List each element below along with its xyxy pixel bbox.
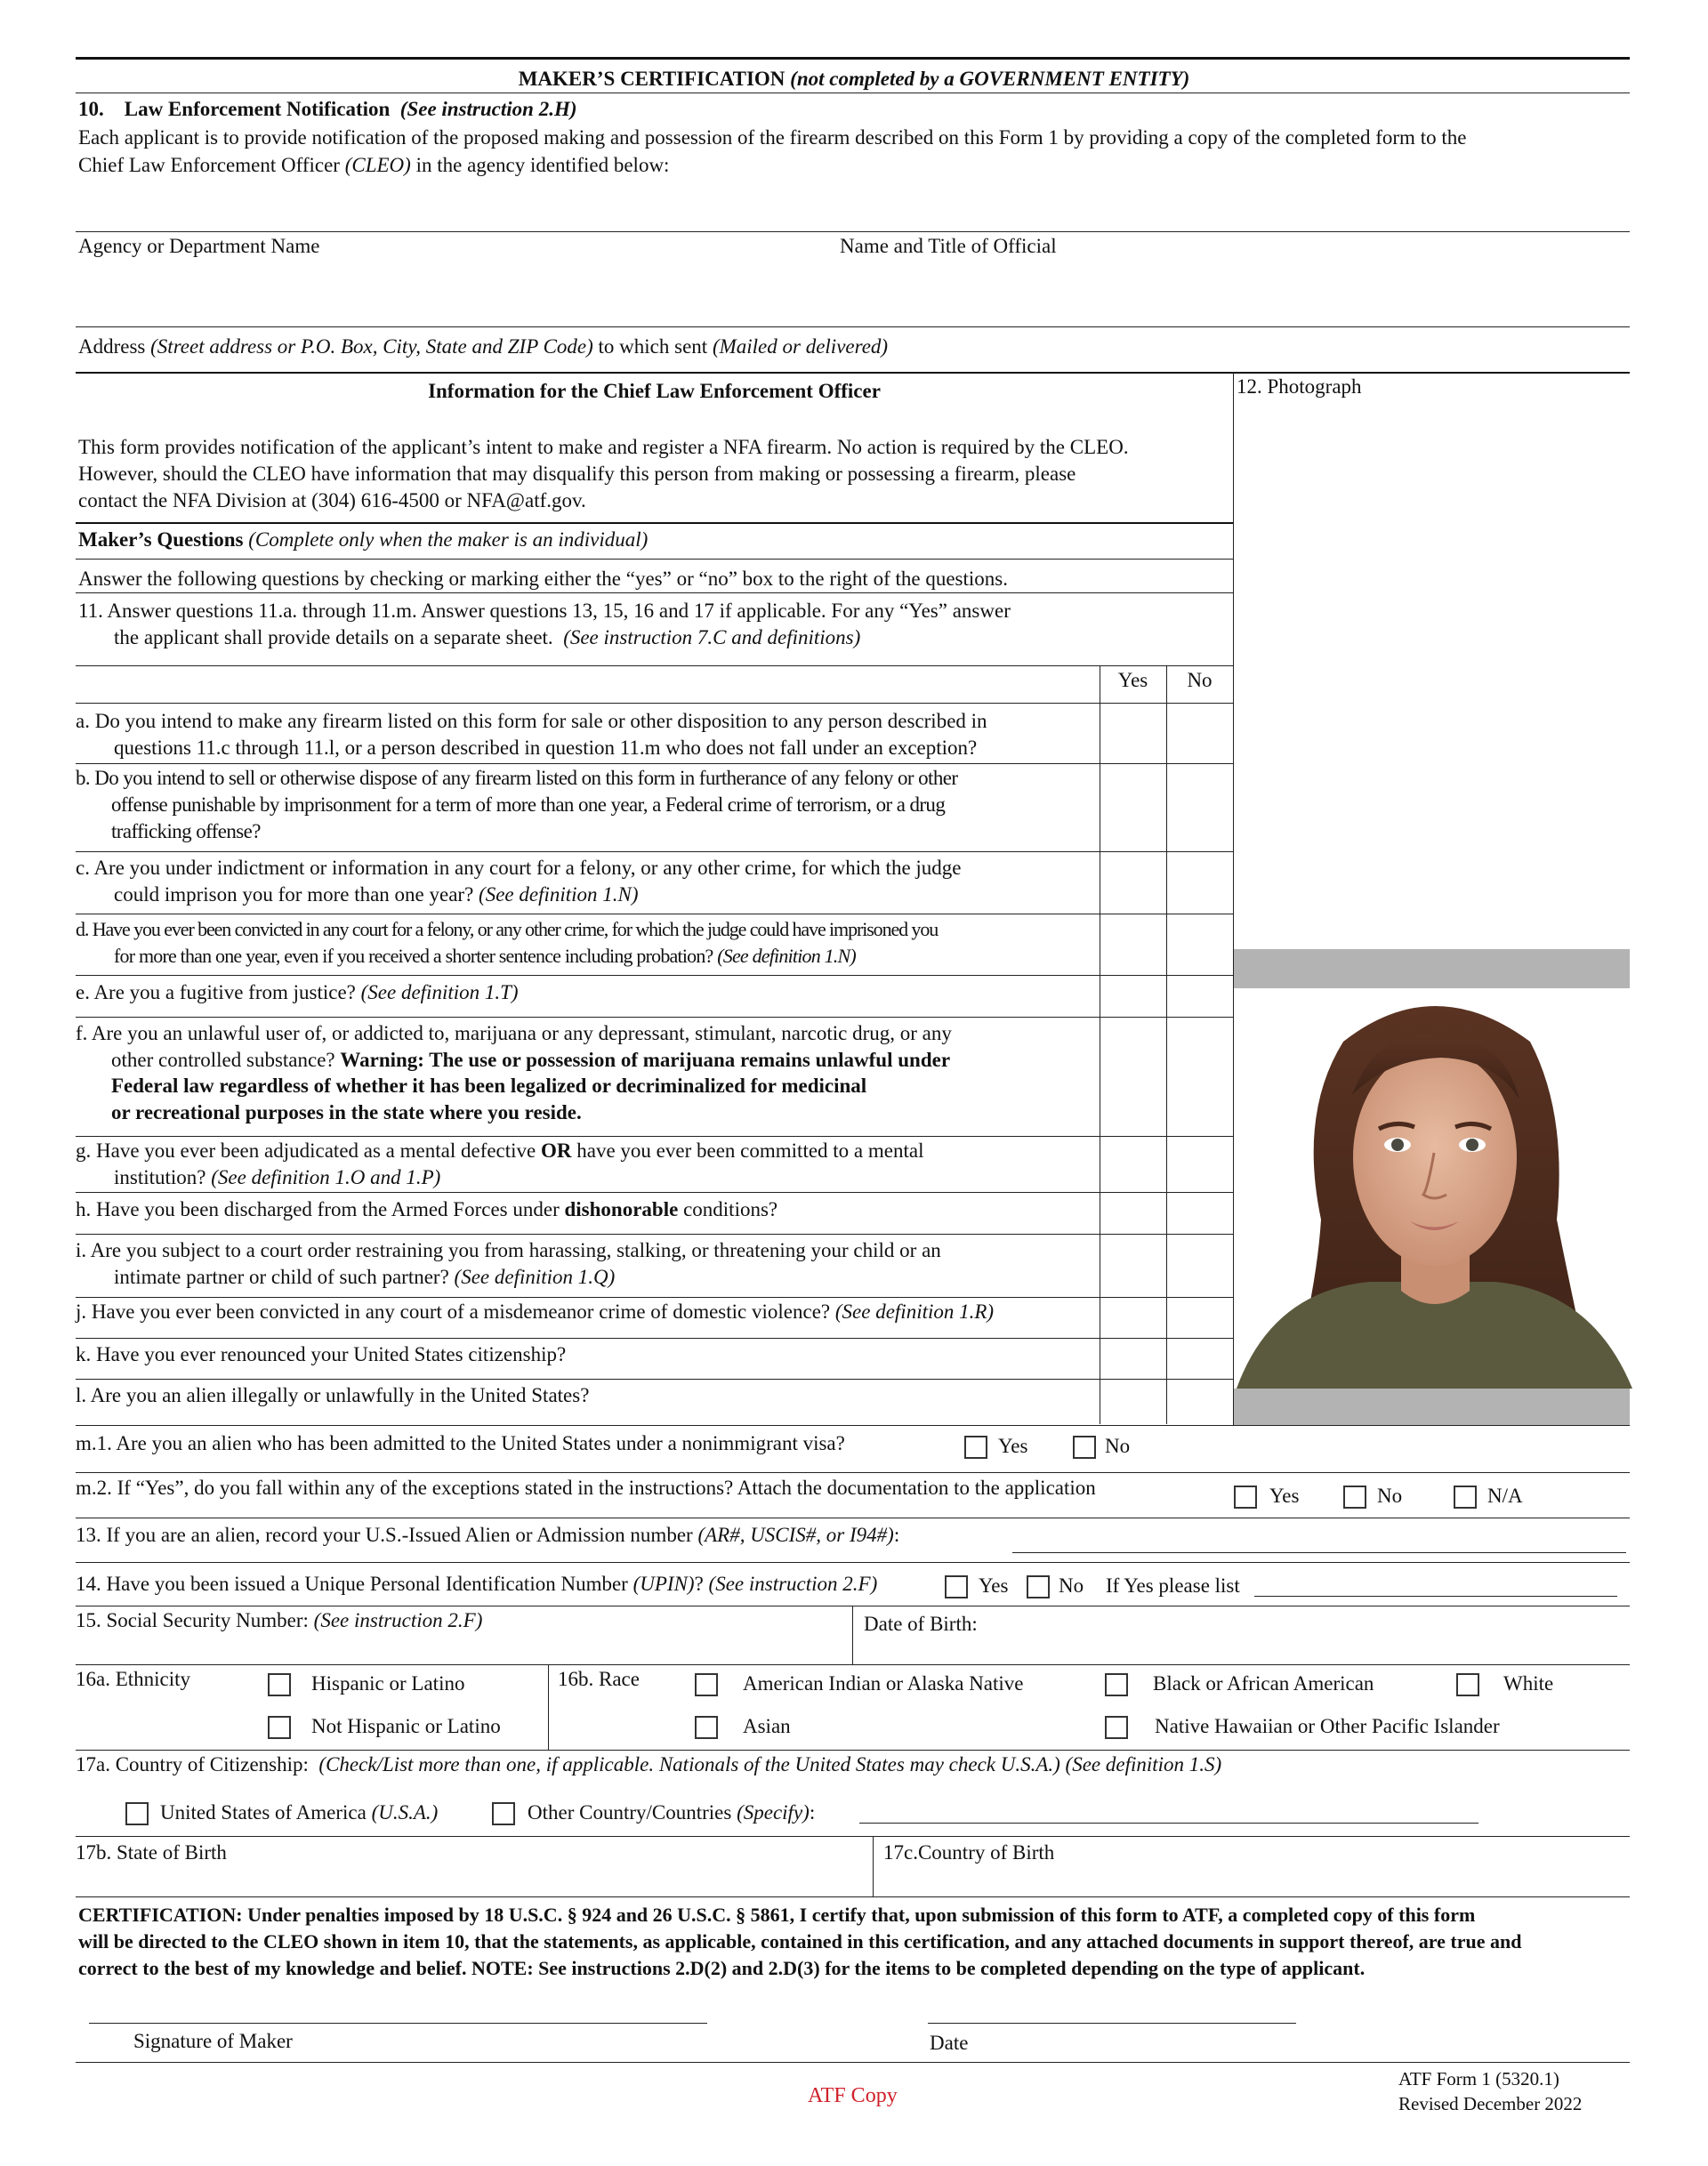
makers-questions-title: [78, 527, 648, 553]
makers-questions-note: (Complete only when the maker is an individual): [248, 528, 649, 551]
q11b-line3: trafficking offense?: [111, 820, 261, 842]
ethnicity-label: 16a. Ethnicity: [76, 1668, 191, 1690]
state-of-birth-label: 17b. State of Birth: [76, 1841, 227, 1864]
asian-checkbox[interactable]: [695, 1716, 718, 1739]
q11h-text: h. Have you been discharged from the Armed Forces under: [76, 1198, 560, 1220]
q11g-line2: [114, 1164, 440, 1191]
photo-gray-top: [1234, 949, 1630, 988]
q11m1-yes-label: Yes: [998, 1435, 1028, 1457]
q13-text: 13. If you are an alien, record your U.S.-Issued Alien or Admission number: [76, 1524, 693, 1546]
state-of-birth-field[interactable]: [76, 1866, 867, 1895]
date-label: Date: [930, 2032, 969, 2054]
q15-text: 15. Social Security Number:: [76, 1609, 309, 1631]
q11g-line1: [76, 1138, 923, 1164]
q14-no-checkbox[interactable]: [1027, 1575, 1050, 1598]
q11i-line2: [114, 1264, 615, 1291]
header-title: MAKER’S CERTIFICATION: [518, 68, 786, 90]
address-rule[interactable]: [76, 326, 1630, 327]
certification-line3: correct to the best of my knowledge and belief. NOTE: See instructions 2.D(2) and 2.D(3) for the items to be completed depending on the type of applicant.: [78, 1957, 1366, 1979]
q14-yes-label: Yes: [979, 1574, 1009, 1597]
other-country-input-line[interactable]: [859, 1823, 1478, 1824]
q17a-rule: [76, 1836, 1630, 1837]
black-label: Black or African American: [1153, 1672, 1374, 1695]
other-country-checkbox[interactable]: [492, 1802, 515, 1825]
q14-yes-checkbox[interactable]: [945, 1575, 968, 1598]
cleo-info-title: Information for the Chief Law Enforcement Officer: [428, 380, 881, 402]
form-id: ATF Form 1 (5320.1): [1398, 2068, 1559, 2090]
hawaiian-checkbox[interactable]: [1105, 1716, 1128, 1739]
q11f-line2a: other controlled substance?: [111, 1049, 335, 1071]
q14-qmark: ?: [694, 1573, 704, 1595]
q-rule-e: [76, 1017, 1233, 1018]
q11e: [76, 979, 519, 1006]
cleo-term: Chief Law Enforcement Officer: [78, 154, 340, 176]
q11m2-yes-label: Yes: [1269, 1485, 1300, 1507]
agency-label: Agency or Department Name: [78, 235, 320, 257]
q11f-line4: or recreational purposes in the state where you reside.: [111, 1101, 582, 1123]
q-rule-f: [76, 1136, 1233, 1137]
american-indian-checkbox[interactable]: [695, 1673, 718, 1696]
address-label-b: (Street address or P.O. Box, City, State and ZIP Code): [150, 335, 593, 358]
q11m1: m.1. Are you an alien who has been admitted to the United States under a nonimmigrant visa?: [76, 1432, 845, 1454]
yes-header: Yes: [1117, 669, 1148, 691]
country-of-birth-label: 17c.Country of Birth: [883, 1841, 1055, 1864]
citizenship-label-b: (Check/List more than one, if applicable. Nationals of the United States may check U.S.A.) (See definition 1.S): [318, 1753, 1222, 1775]
photo-label: 12. Photograph: [1237, 375, 1362, 398]
q11a-no-cell[interactable]: [1167, 704, 1233, 763]
q16-rule: [76, 1750, 1630, 1751]
q11m2-na-checkbox[interactable]: [1454, 1486, 1477, 1509]
q16-divider: [548, 1664, 549, 1750]
portrait-image: [1237, 988, 1632, 1389]
q11f-line2: [111, 1047, 950, 1074]
q14-no-label: No: [1059, 1574, 1084, 1597]
q11d-line2a: for more than one year, even if you received a shorter sentence including probation?: [114, 945, 713, 967]
q-rule-l: [76, 1425, 1630, 1426]
cleo-bottom-rule: [76, 522, 1233, 524]
header-note: (not completed by a GOVERNMENT ENTITY): [790, 68, 1190, 90]
other-country-label-b: (Specify): [737, 1801, 810, 1824]
q11-line1: 11. Answer questions 11.a. through 11.m. Answer questions 13, 15, 16 and 17 if applicable. For any “Yes” answer: [78, 600, 1011, 622]
q15-label: [76, 1607, 482, 1634]
hawaiian-label: Native Hawaiian or Other Pacific Islander: [1155, 1715, 1500, 1737]
q11l: l. Are you an alien illegally or unlawfully in the United States?: [76, 1384, 590, 1406]
q11f-line3: Federal law regardless of whether it has been legalized or decriminalized for medicinal: [111, 1075, 867, 1097]
form-revised: Revised December 2022: [1398, 2093, 1583, 2114]
q11h-tail: conditions?: [683, 1198, 778, 1220]
section10-line1: Each applicant is to provide notification of the proposed making and possession of the firearm described on this Form 1 by providing a copy of the completed form to the: [78, 126, 1467, 149]
usa-label: [160, 1800, 438, 1826]
q11j: [76, 1299, 994, 1325]
q11m2-no-label: No: [1377, 1485, 1403, 1507]
q-rule-g: [76, 1192, 1233, 1193]
q11h-bold: dishonorable: [564, 1198, 679, 1220]
address-label-a: Address: [78, 335, 146, 358]
q11g-line2a: institution?: [114, 1166, 206, 1188]
dob-field[interactable]: [1032, 1611, 1628, 1661]
cleo-info-line3: contact the NFA Division at (304) 616-4500 or NFA@atf.gov.: [78, 489, 586, 511]
yesno-header-rule: [76, 665, 1233, 666]
q11-line2: [114, 624, 860, 651]
race-label: 16b. Race: [558, 1668, 640, 1690]
q11b-line2: offense punishable by imprisonment for a term of more than one year, a Federal crime of terrorism, or a drug: [111, 793, 946, 816]
q11m2-yes-checkbox[interactable]: [1234, 1486, 1257, 1509]
q11k: k. Have you ever renounced your United States citizenship?: [76, 1343, 567, 1365]
q11m2-no-checkbox[interactable]: [1343, 1486, 1366, 1509]
mq-instruction: Answer the following questions by checking or marking either the “yes” or “no” box to the right of the questions.: [78, 568, 1008, 590]
q11a-line2: questions 11.c through 11.l, or a person described in question 11.m who does not fall under an exception?: [114, 737, 978, 759]
date-line[interactable]: [928, 2023, 1296, 2024]
q14-note: (See instruction 2.F): [708, 1573, 878, 1595]
mq-rule2: [76, 592, 1233, 593]
citizenship-label: [76, 1751, 1221, 1778]
section10-title-note: (See instruction 2.H): [399, 98, 577, 120]
q11h: [76, 1196, 777, 1223]
q15-rule: [76, 1664, 1630, 1665]
ssn-field[interactable]: [76, 1634, 850, 1663]
q11-line2a: the applicant shall provide details on a separate sheet.: [114, 626, 553, 648]
q13-input-line[interactable]: [1012, 1552, 1626, 1553]
q11d-line1: d. Have you ever been convicted in any court for a felony, or any other crime, for which the judge could have imprisoned you: [76, 918, 939, 940]
q11e-text: e. Are you a fugitive from justice?: [76, 981, 356, 1003]
applicant-photo[interactable]: [1237, 988, 1632, 1389]
q11j-note: (See definition 1.R): [834, 1300, 995, 1323]
q14-text: 14. Have you been issued a Unique Personal Identification Number: [76, 1573, 628, 1595]
white-label: White: [1503, 1672, 1554, 1695]
american-indian-label: American Indian or Alaska Native: [743, 1672, 1024, 1695]
q11g-line1a: g. Have you ever been adjudicated as a mental defective: [76, 1139, 536, 1162]
cleo-info-line1: This form provides notification of the applicant’s intent to make and register a NFA firearm. No action is required by the CLEO.: [78, 436, 1129, 458]
cleo-abbr: (CLEO): [344, 154, 411, 176]
usa-label-a: United States of America: [160, 1801, 367, 1824]
no-header: No: [1187, 669, 1213, 691]
q11i-line2b: (See definition 1.Q): [454, 1266, 616, 1288]
citizenship-label-a: 17a. Country of Citizenship:: [76, 1753, 309, 1775]
usa-checkbox[interactable]: [125, 1802, 149, 1825]
q-rule-top: [76, 703, 1233, 704]
m1-rule: [76, 1472, 1630, 1473]
certification-line1: CERTIFICATION: Under penalties imposed by 18 U.S.C. § 924 and 26 U.S.C. § 5861, I certify that, upon submission of this form to ATF, a completed copy of this form: [78, 1904, 1476, 1926]
q-rule-h: [76, 1234, 1233, 1235]
q11f-line1: f. Are you an unlawful user of, or addicted to, marijuana or any depressant, stimulant, narcotic drug, or any: [76, 1022, 952, 1044]
hispanic-label: Hispanic or Latino: [311, 1672, 465, 1695]
q13-colon: :: [893, 1524, 900, 1546]
q17-divider: [873, 1836, 874, 1896]
signature-label: Signature of Maker: [133, 2030, 293, 2052]
q11g-line2b: (See definition 1.O and 1.P): [211, 1166, 441, 1188]
q-rule-d: [76, 975, 1233, 976]
q-rule-a: [76, 763, 1233, 764]
other-country-colon: :: [809, 1801, 816, 1824]
section-header: [0, 66, 1708, 93]
q11-line2b: (See instruction 7.C and definitions): [563, 626, 861, 648]
q14-if-yes-label: If Yes please list: [1106, 1574, 1240, 1597]
mq-rule1: [76, 559, 1233, 560]
cleo-info-line2: However, should the CLEO have information that may disqualify this person from making or possessing a firearm, please: [78, 463, 1076, 485]
q11m1-no-checkbox[interactable]: [1073, 1436, 1096, 1459]
not-hispanic-checkbox[interactable]: [268, 1716, 291, 1739]
q11m1-no-label: No: [1105, 1435, 1131, 1457]
q11i-line1: i. Are you subject to a court order restraining you from harassing, stalking, or threatening your child or an: [76, 1239, 941, 1261]
q11d-line2: [114, 943, 856, 970]
asian-label: Asian: [743, 1715, 791, 1737]
agency-rule[interactable]: [76, 231, 1630, 232]
not-hispanic-label: Not Hispanic or Latino: [311, 1715, 501, 1737]
q11d-line2b: (See definition 1.N): [717, 945, 856, 967]
address-label-d: (Mailed or delivered): [712, 335, 889, 358]
section10-number: 10.: [78, 98, 104, 120]
q-rule-i: [76, 1297, 1233, 1298]
q11c-line2a: could imprison you for more than one year?: [114, 883, 474, 906]
cleo-top-rule: [76, 372, 1630, 374]
signature-line[interactable]: [89, 2023, 707, 2024]
certification-line2: will be directed to the CLEO shown in item 10, that the statements, as applicable, contained in this certification, and any attached documents in support thereof, are true and: [78, 1930, 1522, 1953]
q-rule-j: [76, 1338, 1233, 1339]
photo-gray-bottom: [1234, 1389, 1630, 1426]
q11c-line1: c. Are you under indictment or information in any court for a felony, or any other crime, for which the judge: [76, 857, 962, 879]
white-checkbox[interactable]: [1456, 1673, 1479, 1696]
dob-label: Date of Birth:: [864, 1613, 978, 1635]
section10-line2: [78, 152, 669, 179]
usa-label-b: (U.S.A.): [371, 1801, 439, 1824]
q11a-line1: a. Do you intend to make any firearm listed on this form for sale or other disposition to any person described in: [76, 710, 987, 732]
address-label: [78, 334, 888, 360]
q11i-line2a: intimate partner or child of such partner?: [114, 1266, 449, 1288]
makers-questions-heading: Maker’s Questions: [78, 528, 244, 551]
q14-label: [76, 1571, 877, 1598]
q-rule-k: [76, 1379, 1233, 1380]
bottom-rule: [76, 2062, 1630, 2063]
q14-list-line[interactable]: [1254, 1596, 1617, 1597]
other-country-label-a: Other Country/Countries: [528, 1801, 732, 1824]
official-label: Name and Title of Official: [840, 235, 1057, 257]
q11g-or: OR: [541, 1139, 572, 1162]
address-label-c: to which sent: [598, 335, 708, 358]
section10-title: [78, 96, 577, 123]
q11c-line2: [114, 882, 639, 908]
q17b-rule: [76, 1896, 1630, 1897]
q11f-warning: Warning: The use or possession of marijuana remains unlawful under: [340, 1049, 951, 1071]
no-col-line: [1166, 665, 1167, 1424]
section10-title-text: Law Enforcement Notification: [124, 98, 391, 120]
q13-rule: [76, 1562, 1630, 1563]
q11a-yes-cell[interactable]: [1100, 704, 1166, 763]
country-of-birth-field[interactable]: [883, 1866, 1626, 1895]
q11e-note: (See definition 1.T): [360, 981, 519, 1003]
q11m1-yes-checkbox[interactable]: [964, 1436, 987, 1459]
black-checkbox[interactable]: [1105, 1673, 1128, 1696]
q13-note: (AR#, USCIS#, or I94#): [697, 1524, 894, 1546]
q11m2-na-label: N/A: [1487, 1485, 1523, 1507]
q15-note: (See instruction 2.F): [313, 1609, 483, 1631]
q15-divider: [852, 1606, 853, 1664]
q-rule-b: [76, 851, 1233, 852]
other-country-label: [528, 1800, 815, 1826]
photo-divider: [1233, 372, 1234, 1426]
q11g-line1c: have you ever been committed to a mental: [576, 1139, 924, 1162]
copy-label: ATF Copy: [808, 2084, 898, 2107]
cleo-tail: in the agency identified below:: [415, 154, 670, 176]
q11j-text: j. Have you ever been convicted in any court of a misdemeanor crime of domestic violence?: [76, 1300, 831, 1323]
q14-upin: (UPIN): [632, 1573, 695, 1595]
q11b-line1: b. Do you intend to sell or otherwise dispose of any firearm listed on this form in furtherance of any felony or other: [76, 767, 958, 789]
hispanic-checkbox[interactable]: [268, 1673, 291, 1696]
q13-label: [76, 1522, 899, 1549]
q11c-line2b: (See definition 1.N): [479, 883, 639, 906]
q11m2: m.2. If “Yes”, do you fall within any of the exceptions stated in the instructions? Attach the documentation to the application: [76, 1477, 1096, 1499]
top-rule: [76, 57, 1630, 60]
